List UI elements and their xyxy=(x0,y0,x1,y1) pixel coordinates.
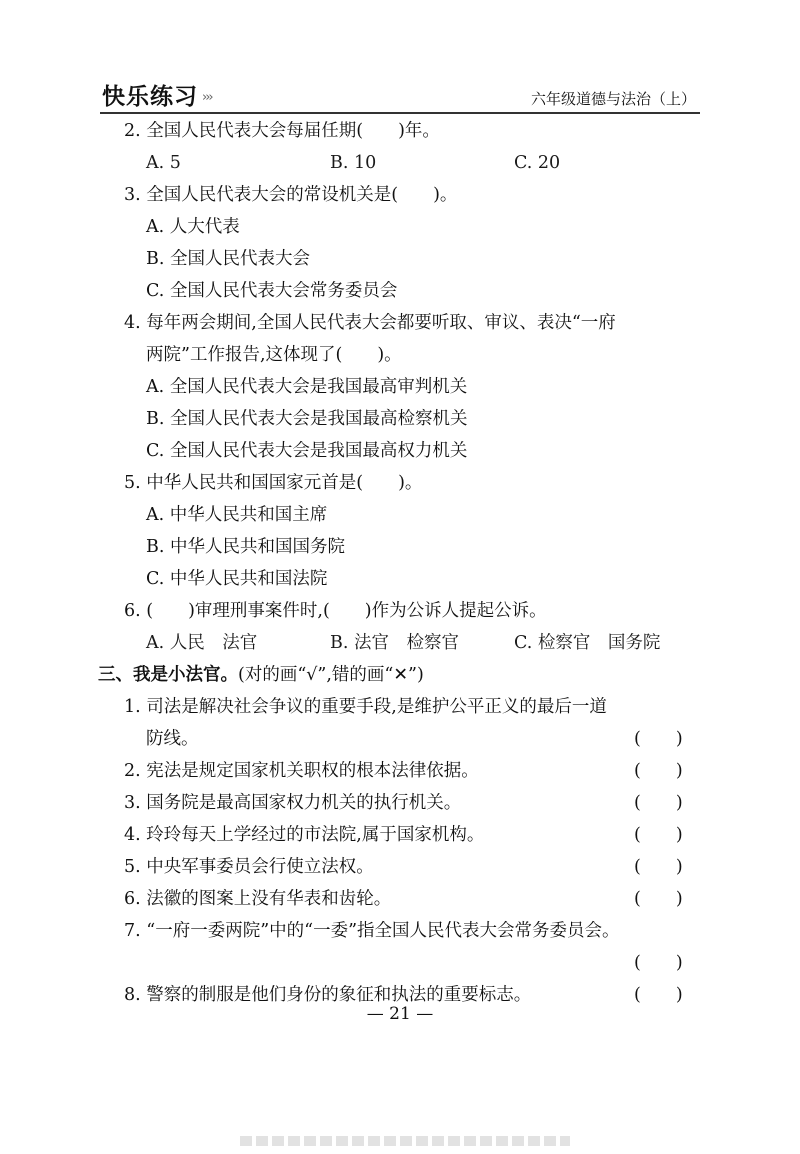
answer-blank-7[interactable]: ( ) xyxy=(634,953,683,973)
answer-blank-3[interactable]: ( ) xyxy=(634,793,683,813)
question-6-stem: 6. ( )审理刑事案件时,( )作为公诉人提起公诉。 xyxy=(124,601,547,621)
page-header xyxy=(100,76,700,114)
faint-footer-bleed xyxy=(240,1136,570,1146)
q4-option-c: C. 全国人民代表大会是我国最高权力机关 xyxy=(146,441,468,461)
q2-option-b: B. 10 xyxy=(330,153,377,173)
q5-option-c: C. 中华人民共和国法院 xyxy=(146,569,328,589)
answer-blank-6[interactable]: ( ) xyxy=(634,889,683,909)
answer-blank-4[interactable]: ( ) xyxy=(634,825,683,845)
answer-blank-5[interactable]: ( ) xyxy=(634,857,683,877)
question-3-stem: 3. 全国人民代表大会的常设机关是( )。 xyxy=(124,185,458,205)
judge-item-2: 2. 宪法是规定国家机关职权的根本法律依据。 xyxy=(124,761,479,781)
question-4-stem: 4. 每年两会期间,全国人民代表大会都要听取、审议、表决“一府 xyxy=(124,313,616,333)
question-5-stem: 5. 中华人民共和国国家元首是( )。 xyxy=(124,473,423,493)
judge-item-7: 7. “一府一委两院”中的“一委”指全国人民代表大会常务委员会。 xyxy=(124,921,620,941)
question-4-stem-cont: 两院”工作报告,这体现了( )。 xyxy=(146,345,402,365)
judge-item-8: 8. 警察的制服是他们身份的象征和执法的重要标志。 xyxy=(124,985,532,1005)
answer-blank-8[interactable]: ( ) xyxy=(634,985,683,1005)
q6-option-b: B. 法官 检察官 xyxy=(330,633,459,653)
judge-item-1: 1. 司法是解决社会争议的重要手段,是维护公平正义的最后一道 xyxy=(124,697,607,717)
header-title: 快乐练习 xyxy=(102,84,198,110)
q6-option-c: C. 检察官 国务院 xyxy=(514,633,661,653)
q3-option-b: B. 全国人民代表大会 xyxy=(146,249,310,269)
q5-option-a: A. 中华人民共和国主席 xyxy=(146,505,328,525)
q4-option-a: A. 全国人民代表大会是我国最高审判机关 xyxy=(146,377,468,397)
q3-option-a: A. 人大代表 xyxy=(146,217,240,237)
page-number: — 21 — xyxy=(366,1004,434,1024)
section-3-heading xyxy=(98,664,424,686)
q5-option-b: B. 中华人民共和国国务院 xyxy=(146,537,345,557)
q4-option-b: B. 全国人民代表大会是我国最高检察机关 xyxy=(146,409,468,429)
question-2-stem: 2. 全国人民代表大会每届任期( )年。 xyxy=(124,121,440,141)
judge-item-6: 6. 法徽的图案上没有华表和齿轮。 xyxy=(124,889,392,909)
judge-item-5: 5. 中央军事委员会行使立法权。 xyxy=(124,857,374,877)
section-3-title: 三、我是小法官。 xyxy=(98,665,238,685)
chevron-right-icon: ››› xyxy=(202,90,212,105)
q2-option-c: C. 20 xyxy=(514,153,561,173)
answer-blank-1[interactable]: ( ) xyxy=(634,729,683,749)
answer-blank-2[interactable]: ( ) xyxy=(634,761,683,781)
judge-item-4: 4. 玲玲每天上学经过的市法院,属于国家机构。 xyxy=(124,825,485,845)
judge-item-3: 3. 国务院是最高国家权力机关的执行机关。 xyxy=(124,793,462,813)
judge-item-1-cont: 防线。 xyxy=(146,729,199,749)
section-3-note: (对的画“√”,错的画“✕”) xyxy=(238,665,424,685)
header-subject: 六年级道德与法治（上） xyxy=(530,90,696,108)
q6-option-a: A. 人民 法官 xyxy=(146,633,258,653)
q3-option-c: C. 全国人民代表大会常务委员会 xyxy=(146,281,398,301)
q2-option-a: A. 5 xyxy=(146,153,181,173)
